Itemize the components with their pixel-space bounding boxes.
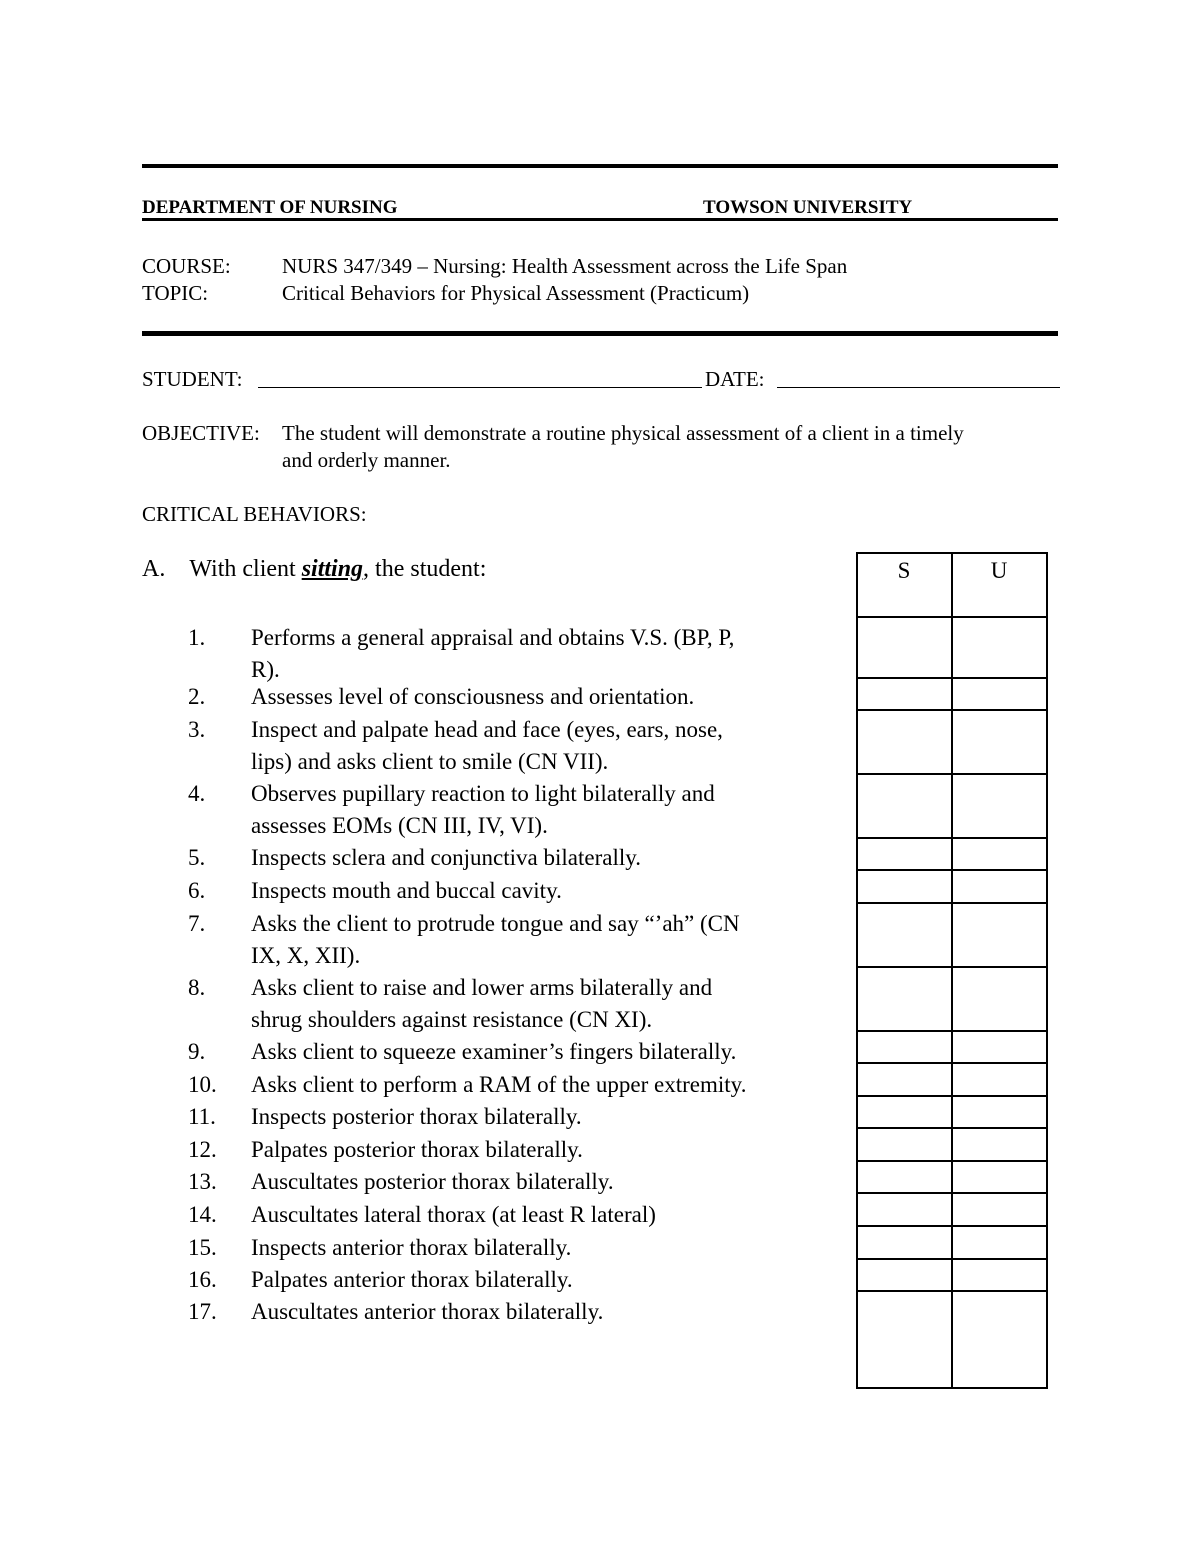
score-cell-u[interactable] [951,616,1048,679]
section-a-letter: A. [142,556,166,582]
objective-line-2: and orderly manner. [282,448,451,472]
date-label: DATE: [705,367,765,391]
item-text: Inspects sclera and conjunctiva bilaterally. [251,845,641,870]
item-text: Auscultates anterior thorax bilaterally. [251,1299,604,1324]
item-number: 3. [188,717,206,742]
header-underline [142,218,1058,221]
score-cell-s[interactable] [856,1258,953,1292]
top-rule [142,164,1058,168]
item-text: Palpates posterior thorax bilaterally. [251,1137,583,1162]
score-cell-u[interactable] [951,1160,1048,1194]
score-cell-s[interactable] [856,837,953,871]
item-number: 6. [188,878,206,903]
score-cell-s[interactable] [856,1225,953,1260]
student-label: STUDENT: [142,367,243,391]
item-text: Inspect and palpate head and face (eyes, ears, nose, [251,717,723,742]
item-text: Assesses level of consciousness and orientation. [251,684,695,709]
score-cell-u[interactable] [951,1225,1048,1260]
objective-label: OBJECTIVE: [142,421,260,445]
department-name: DEPARTMENT OF NURSING [142,197,398,218]
score-cell-s[interactable] [856,869,953,904]
objective-line-1: The student will demonstrate a routine physical assessment of a client in a timely [282,421,964,445]
score-cell-s[interactable] [856,1095,953,1129]
item-text: Auscultates lateral thorax (at least R lateral) [251,1202,656,1227]
item-text-continued: IX, X, XII). [251,943,361,968]
item-text: Performs a general appraisal and obtains V.S. (BP, P, [251,625,735,650]
score-cell-s[interactable] [856,709,953,775]
item-number: 14. [188,1202,217,1227]
section-a-text-before: With client [189,556,302,582]
item-text: Inspects posterior thorax bilaterally. [251,1104,582,1129]
item-text: Asks client to perform a RAM of the upper extremity. [251,1072,747,1097]
score-cell-s[interactable] [856,1127,953,1162]
item-number: 17. [188,1299,217,1324]
score-cell-s[interactable] [856,1062,953,1097]
item-text-continued: shrug shoulders against resistance (CN XI). [251,1007,653,1032]
score-cell-s[interactable] [856,902,953,968]
item-text-continued: lips) and asks client to smile (CN VII). [251,749,609,774]
course-value: NURS 347/349 – Nursing: Health Assessment across the Life Span [282,254,848,278]
critical-behaviors-label: CRITICAL BEHAVIORS: [142,502,367,526]
university-name: TOWSON UNIVERSITY [703,197,913,218]
column-u-header: U [990,558,1008,583]
section-rule [142,331,1058,336]
section-a-emphasis: sitting [301,556,364,582]
score-cell-s[interactable] [856,1290,953,1389]
course-label: COURSE: [142,254,231,278]
topic-label: TOPIC: [142,281,209,305]
item-text: Auscultates posterior thorax bilaterally. [251,1169,614,1194]
item-text-continued: R). [251,657,280,682]
item-number: 1. [188,625,206,650]
score-cell-u[interactable] [951,1127,1048,1162]
score-cell-u[interactable] [951,1030,1048,1064]
score-cell-s[interactable] [856,616,953,679]
item-text: Asks the client to protrude tongue and say “’ah” (CN [251,911,740,936]
score-cell-u[interactable] [951,837,1048,871]
item-text: Asks client to squeeze examiner’s fingers bilaterally. [251,1039,737,1064]
item-number: 4. [188,781,206,806]
item-text: Inspects anterior thorax bilaterally. [251,1235,572,1260]
score-cell-s[interactable] [856,1192,953,1227]
item-text-continued: assesses EOMs (CN III, IV, VI). [251,813,548,838]
score-cell-u[interactable] [951,1062,1048,1097]
item-text: Inspects mouth and buccal cavity. [251,878,562,903]
item-number: 8. [188,975,206,1000]
section-a-text-after: , the student: [363,556,487,582]
score-cell-s[interactable] [856,677,953,711]
item-number: 10. [188,1072,217,1097]
item-number: 11. [188,1104,216,1129]
date-field[interactable] [777,367,1060,388]
item-number: 7. [188,911,206,936]
section-a-heading [142,556,486,583]
score-cell-u[interactable] [951,709,1048,775]
score-cell-u[interactable] [951,869,1048,904]
item-text: Observes pupillary reaction to light bilaterally and [251,781,715,806]
item-number: 9. [188,1039,206,1064]
score-cell-u[interactable] [951,677,1048,711]
column-s-header: S [897,558,911,583]
score-cell-s[interactable] [856,1160,953,1194]
item-number: 5. [188,845,206,870]
score-cell-u[interactable] [951,1290,1048,1389]
topic-value: Critical Behaviors for Physical Assessment (Practicum) [282,281,750,305]
item-text: Palpates anterior thorax bilaterally. [251,1267,573,1292]
item-number: 12. [188,1137,217,1162]
item-number: 16. [188,1267,217,1292]
item-number: 13. [188,1169,217,1194]
score-cell-u[interactable] [951,773,1048,839]
score-cell-u[interactable] [951,1095,1048,1129]
score-cell-u[interactable] [951,966,1048,1032]
item-number: 2. [188,684,206,709]
score-cell-s[interactable] [856,1030,953,1064]
score-cell-s[interactable] [856,773,953,839]
item-text: Asks client to raise and lower arms bilaterally and [251,975,713,1000]
score-cell-u[interactable] [951,1192,1048,1227]
item-number: 15. [188,1235,217,1260]
student-field[interactable] [258,367,702,388]
score-cell-u[interactable] [951,1258,1048,1292]
score-cell-s[interactable] [856,966,953,1032]
score-cell-u[interactable] [951,902,1048,968]
